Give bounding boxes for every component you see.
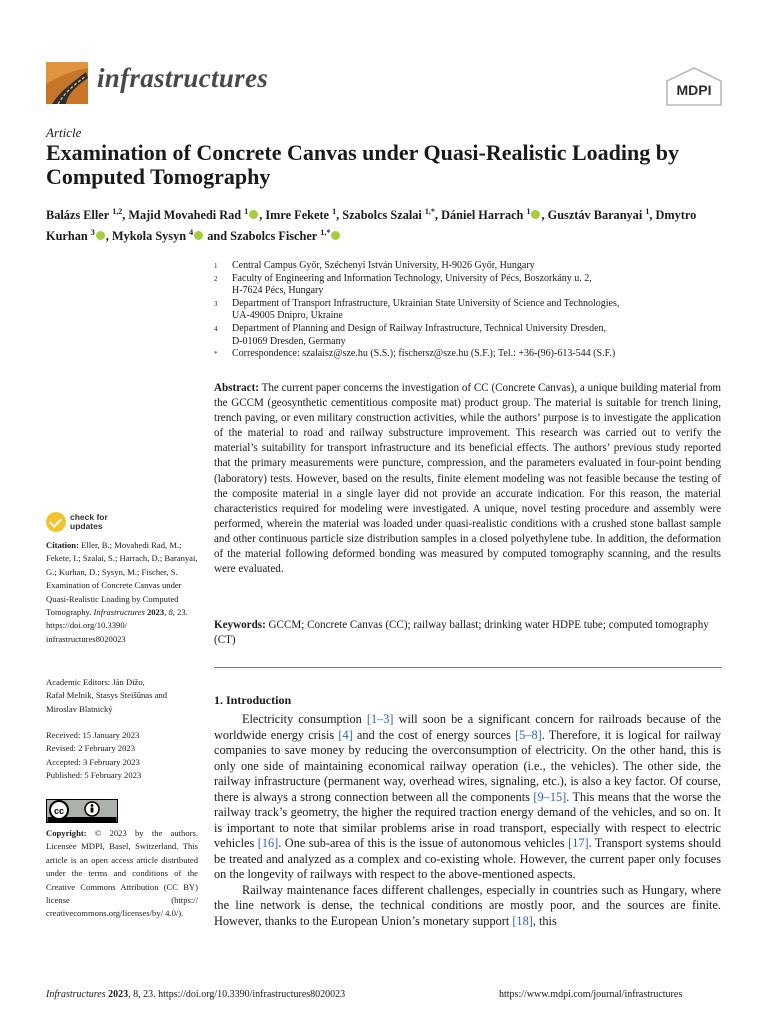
- author-separator: ,: [434, 208, 442, 223]
- orcid-icon[interactable]: [331, 231, 340, 240]
- author-affiliation-marker: 1: [645, 207, 650, 216]
- author-separator: ,: [541, 208, 548, 223]
- author-name: Szabolcs Szalai: [342, 208, 422, 223]
- section-divider: [214, 667, 722, 668]
- citation-link[interactable]: [16]: [257, 836, 279, 850]
- author-affiliation-marker: 4: [189, 228, 194, 238]
- affiliation-line: D-01069 Dresden, Germany: [232, 335, 346, 347]
- author-list: [46, 203, 726, 245]
- citation-label: Citation:: [46, 540, 79, 550]
- author-name: Imre Fekete: [265, 208, 330, 223]
- affiliations: [214, 260, 726, 361]
- citation-block: Citation: Eller, B.; Movahedi Rad, M.; Fekete, I.; Szalai, S.; Harrach, D.; Baranyai, G.; Kurhan, D.; Sysyn, M.; Fischer, S. Examination of Concrete Canvas under Quasi-Realistic Loading by Computed Tomography. Infrastructures 2023, 8, 23. https://doi.org/10.3390/ infrastructures8020023: [46, 539, 198, 646]
- author-affiliation-marker: 1: [244, 207, 249, 216]
- affiliation-line: 2 Faculty of Engineering and Information Technology, University of Pécs, Boszorkány u. 2,: [214, 272, 592, 284]
- affiliation-line: H-7624 Pécs, Hungary: [232, 285, 324, 297]
- author-separator: ,: [259, 208, 266, 223]
- check-updates-label: check for updates: [70, 512, 108, 531]
- citation-doi-link[interactable]: https://doi.org/10.3390/ infrastructures8020023: [46, 620, 128, 644]
- citation-link[interactable]: [1–3]: [366, 712, 394, 726]
- footer-citation: Infrastructures 2023, 8, 23. https://doi.org/10.3390/infrastructures8020023: [46, 989, 346, 1000]
- section-heading: 1. Introduction: [214, 693, 292, 707]
- citation-text: Eller, B.; Movahedi Rad, M.; Fekete, I.; Szalai, S.; Harrach, D.; Baranyai, G.; Kurhan, D.; Sysyn, M.; Fischer, S. Examination of Concrete Canvas under Quasi-Realistic Loading by Computed Tomography.: [46, 540, 198, 618]
- affiliation-line: 3 Department of Transport Infrastructure, Ukrainian State University of Science and Technologies,: [214, 297, 620, 309]
- author-name: Dániel Harrach: [441, 208, 524, 223]
- author-name: Majid Movahedi Rad: [128, 208, 242, 223]
- abstract-label: Abstract:: [214, 382, 259, 394]
- affiliation-line: 1 Central Campus Győr, Széchenyi István University, H-9026 Győr, Hungary: [214, 260, 535, 271]
- copyright-label: Copyright:: [46, 828, 87, 838]
- orcid-icon[interactable]: [249, 210, 258, 219]
- affiliation-line: * Correspondence: szalaisz@sze.hu (S.S.); fischersz@sze.hu (S.F.); Tel.: +36-(96)-613-544 (S.F.): [214, 348, 616, 360]
- introduction-body: [214, 712, 721, 929]
- author-name: Szabolcs Fischer: [230, 229, 318, 244]
- copyright-text: © 2023 by the authors. Licensee MDPI, Basel, Switzerland. This article is an open access article distributed under the terms and conditions of the Creative Commons Attribution (CC BY) license (https:// creativecommons.org/licenses/by/ 4.0/).: [46, 828, 198, 919]
- published-date: Published: 5 February 2023: [46, 770, 142, 781]
- accepted-date: Accepted: 3 February 2023: [46, 756, 140, 767]
- citation-link[interactable]: [9–15]: [533, 789, 567, 804]
- affiliation-line: 4 Department of Planning and Design of Railway Infrastructure, Technical University Dresden,: [214, 322, 607, 334]
- keywords-label: Keywords:: [214, 619, 266, 631]
- body-paragraph: Electricity consumption [1–3] will soon be a significant concern for railroads because of the worldwide energy crisis [4] and the cost of energy sources [5–8]. Therefore, it is logical for railway companies to save money by reducing the overconsumption of electricity. On the other hand, this is only one side of maintaining economical railway operation (i.e., the vehicles). The other side, the railway infrastructure (permanent way, overhead wires, signaling, etc.), is also a key factor. Of course, there is always a strong connection between all the components [9–15]. This means that the worse the railway track’s geometry, the higher the required traction energy demand of the vehicles, and so on. It is important to note that similar problems arise in road transport, especially with respect to electric vehicles [16]. One sub-area of this is the issue of autonomous vehicles [17]. Transport systems should be treated and analyzed as a complex and co-existing whole. However, the current paper only focuses on the longevity of railways with respect to the above-mentioned aspects.: [214, 712, 722, 881]
- orcid-icon[interactable]: [194, 231, 203, 240]
- orcid-icon[interactable]: [96, 231, 105, 240]
- abstract: [214, 381, 721, 577]
- author-separator: ,: [105, 229, 112, 244]
- academic-editors: Academic Editors: Ján Dižo, Rafał Melnik, Stasys Steišūnas and Miroslav Blatnický: [46, 677, 168, 714]
- author-separator: ,: [122, 208, 129, 223]
- keywords-text: GCCM; Concrete Canvas (CC); railway ballast; drinking water HDPE tube; computed tomography (CT): [214, 619, 709, 647]
- orcid-icon[interactable]: [531, 210, 540, 219]
- author-separator: ,: [336, 208, 343, 223]
- citation-link[interactable]: [4]: [338, 727, 353, 742]
- journal-name: infrastructures: [97, 63, 269, 93]
- author-affiliation-marker: 1,*: [424, 207, 435, 216]
- author-separator: ,: [649, 208, 656, 223]
- author-affiliation-marker: 1,*: [320, 228, 331, 238]
- publication-dates: [46, 729, 198, 783]
- keywords: [214, 618, 721, 648]
- revised-date: Revised: 2 February 2023: [46, 743, 136, 754]
- author-name: Balázs Eller: [46, 208, 110, 223]
- road-curve-icon: [46, 62, 88, 104]
- cc-by-license-icon[interactable]: [46, 799, 118, 823]
- check-for-updates-button[interactable]: [46, 512, 156, 534]
- author-name: Gusztáv Baranyai: [547, 208, 643, 223]
- mdpi-logo: [665, 67, 723, 107]
- body-paragraph: Railway maintenance faces different challenges, especially in countries such as Hungary, where the line network is dense, the technical conditions are mostly poor, and the sources are finite. However, thanks to the European Union’s monetary support [18], this: [214, 882, 721, 928]
- author-affiliation-marker: 1,2: [112, 207, 123, 216]
- copyright-notice: [46, 827, 198, 921]
- author-separator: and: [204, 229, 231, 244]
- citation-link[interactable]: [18]: [512, 913, 533, 928]
- author-affiliation-marker: 3: [90, 228, 95, 238]
- page-title: Examination of Concrete Canvas under Quasi-Realistic Loading by Computed Tomography: [46, 140, 679, 189]
- abstract-text: The current paper concerns the investigation of CC (Concrete Canvas), a unique building material from the GCCM (geosynthetic cementitious composite mat) product group. The material is suitable for trench lining, trench paving, or even military construction activities, while the authors’ purpose is to investigate the application of the material to road and railway substructure improvement. This research was carried out to verify the material’s suitability for transport infrastructure and its beneficial effects. The authors’ previous study reported that the primary measurements were puncture, compression, and the parameters evaluated in four-point bending (laboratory) tests. However, based on the results, finite element modeling was not feasible because the testing of the composite material in a single layer did not provide an accurate indication. For this reason, the material characteristics required for modeling were investigated. A unique, novel testing procedure and assembly were performed, wherein the material was loaded under quasi-realistic conditions with a crushed stone ballast sample and other continuous particle size distribution samples in a closed polyethylene tube. In addition, the deformation of the material following deformed bonding was measured by computed tomography scanning, and the results were evaluated.: [214, 382, 721, 576]
- received-date: Received: 15 January 2023: [46, 730, 140, 740]
- citation-link[interactable]: [5–8]: [515, 727, 542, 742]
- author-name: Mykola Sysyn: [111, 229, 187, 244]
- footer-journal-link[interactable]: https://www.mdpi.com/journal/infrastructures: [499, 989, 683, 1000]
- author-affiliation-marker: 1: [526, 207, 531, 216]
- affiliation-line: UA-49005 Dnipro, Ukraine: [232, 310, 343, 322]
- author-affiliation-marker: 1: [332, 207, 337, 216]
- svg-text:MDPI: MDPI: [676, 82, 712, 98]
- citation-link[interactable]: [17]: [568, 836, 589, 850]
- article-type: Article: [46, 125, 82, 140]
- author-name: Dmytro Kurhan: [46, 208, 697, 244]
- checkmark-icon: [46, 512, 66, 532]
- svg-text:cc: cc: [53, 806, 65, 816]
